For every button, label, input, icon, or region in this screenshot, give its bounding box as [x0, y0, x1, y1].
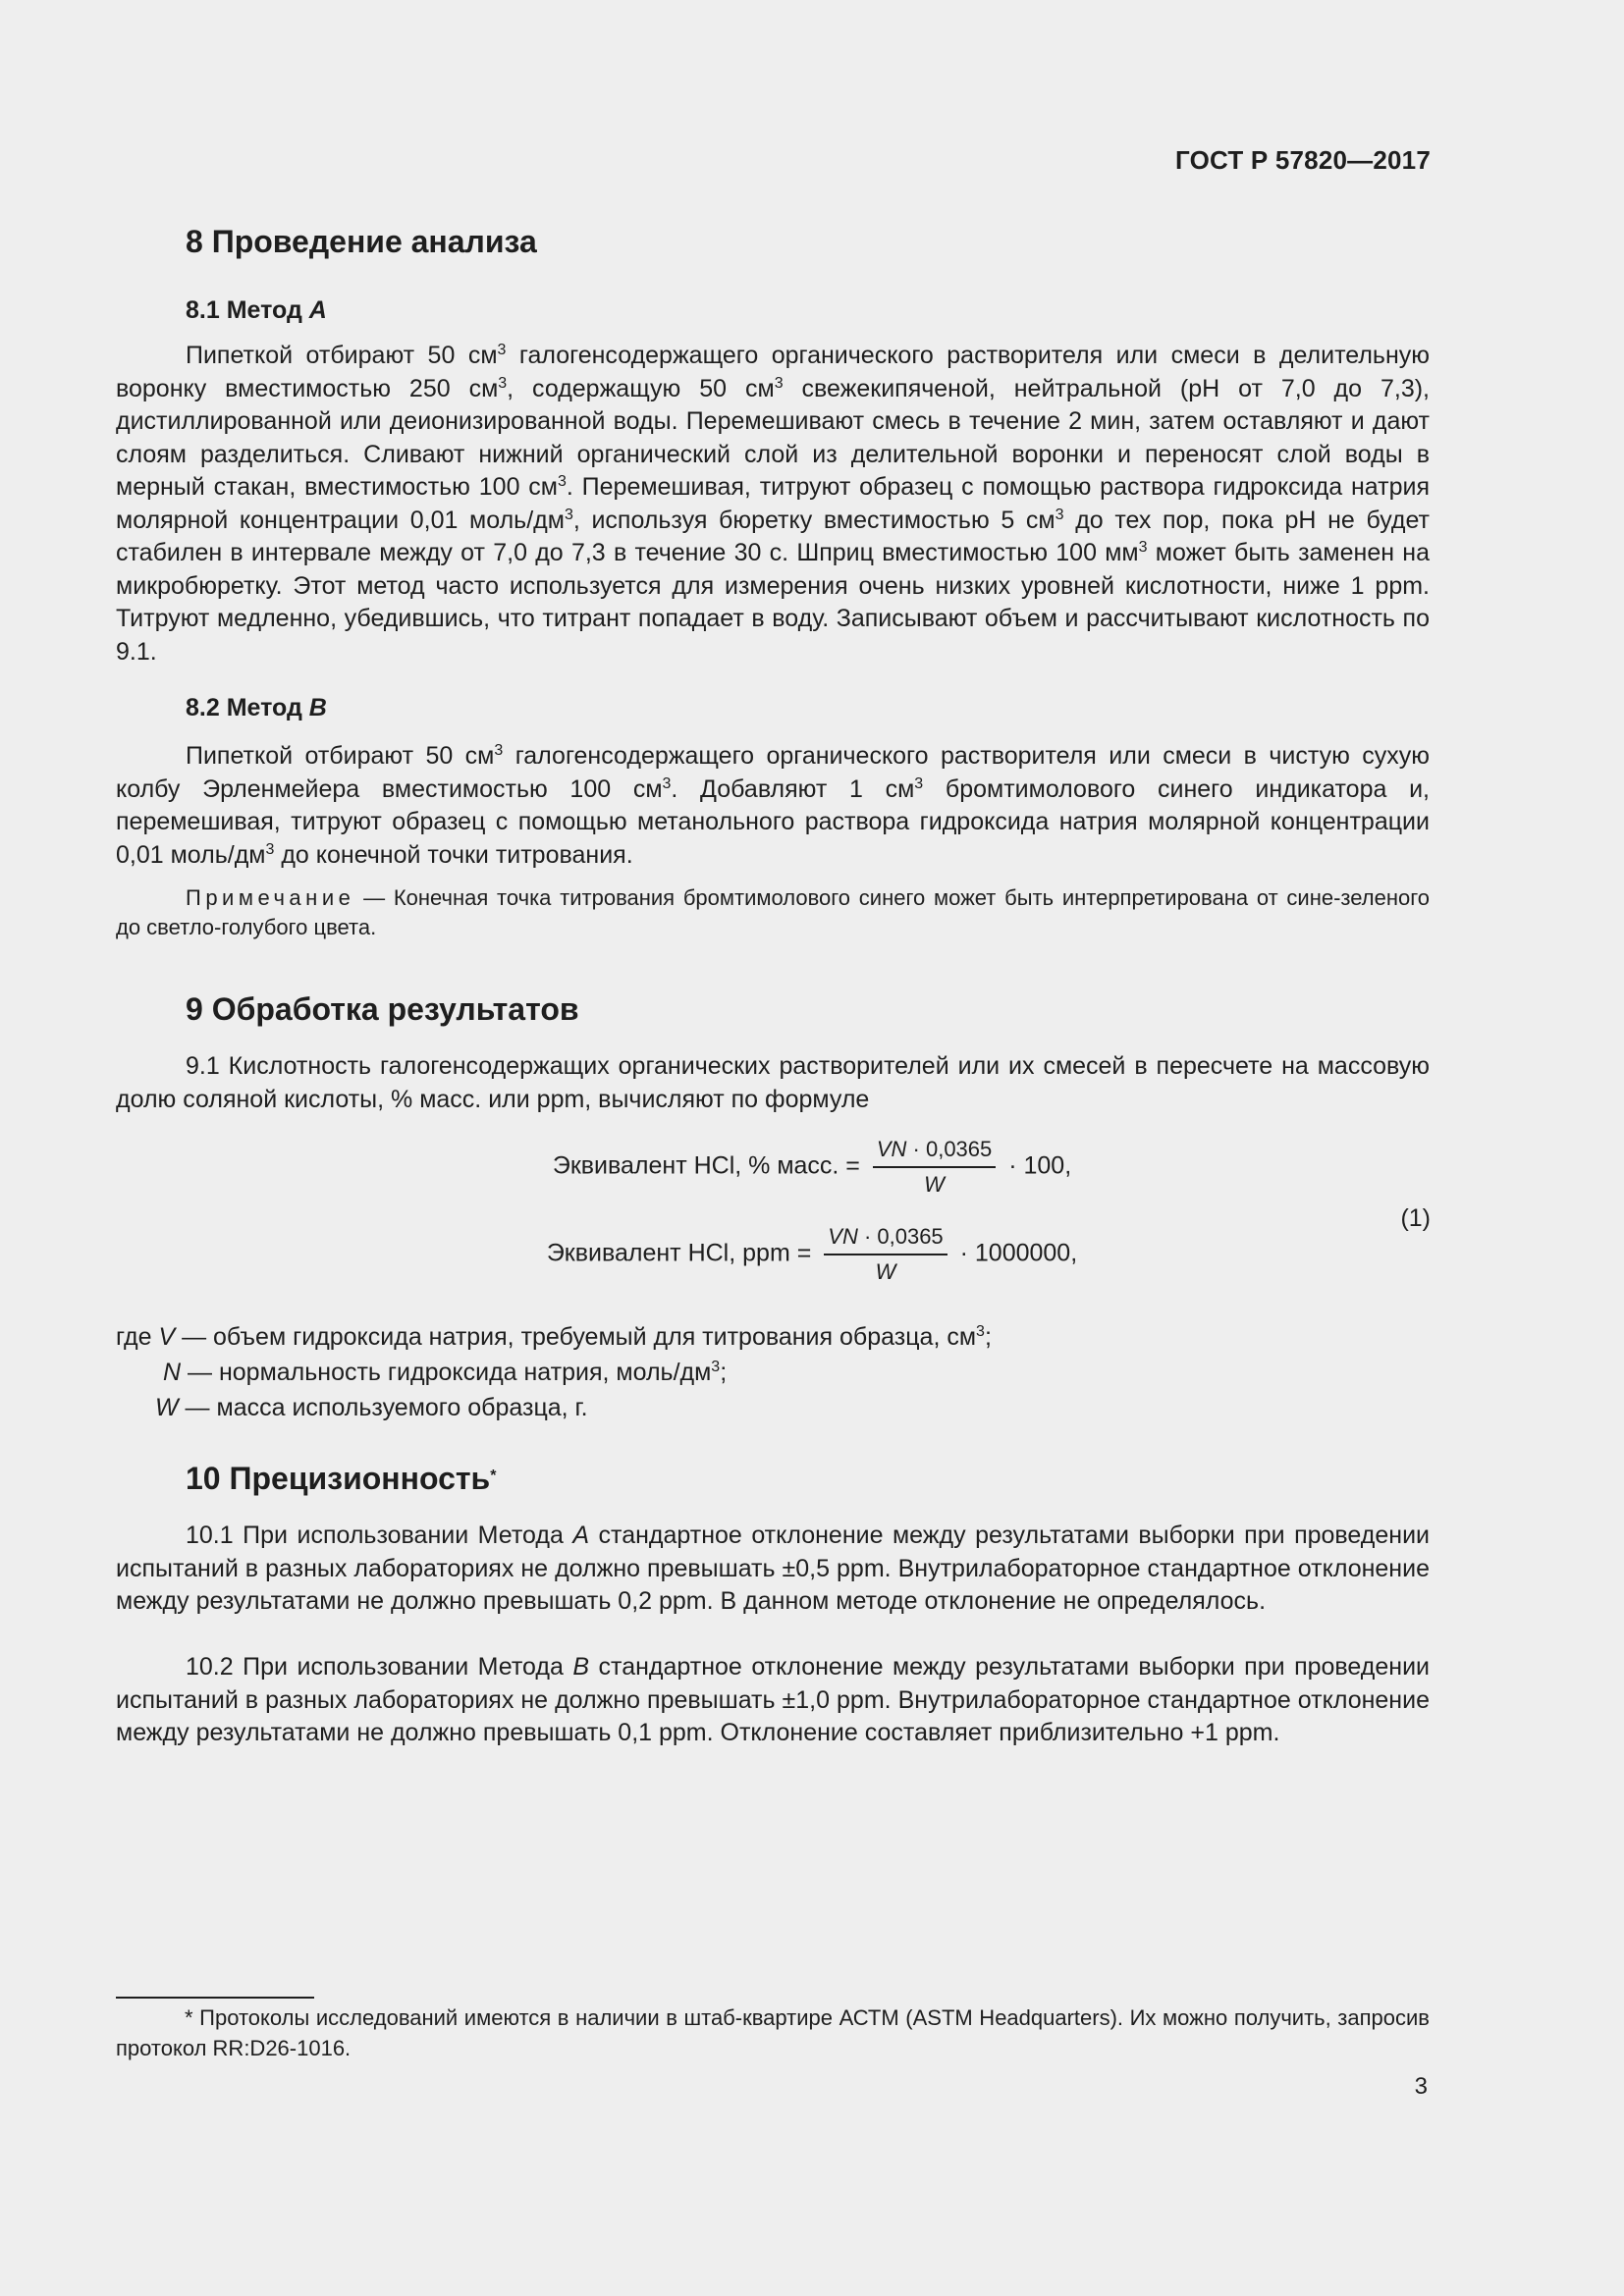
standard-id: ГОСТ Р 57820—2017: [1175, 145, 1431, 175]
formula-ppm: Эквивалент HCl, ppm = $\frac{VN \cdot 0,0365}{W}$ · 1000000,: [546, 1224, 1078, 1284]
method-a-paragraph: Пипеткой отбирают 50 $см^3$ галогенсодержащего органического растворителя или смеси в делительную воронку вместимостью 250 $см^3$, содержащую 50 $см^3$ свежекипяченой, нейтральной (pH от 7,0 до 7,3), дистиллированной или деионизированной воды. Перемешивают смесь в течение 2 мин, затем оставляют и дают слоям разделиться. Сливают нижний органический слой из делительной воронки и переносят слой воды в мерный стакан, вместимостью 100 $см^3$. Перемешивая, титруют образец с помощью раствора гидроксида натрия молярной концентрации 0,01 моль/$дм^3$, используя бюретку вместимостью 5 $см^3$ до тех пор, пока pH не будет стабилен в интервале между от 7,0 до 7,3 в течение 30 с. Шприц вместимостью 100 $мм^3$ может быть заменен на микробюретку. Этот метод часто используется для измерения очень низких уровней кислотности, ниже 1 ppm. Титруют медленно, убедившись, что титрант попадает в воду. Записывают объем и рассчитывают кислотность по 9.1.: [116, 342, 1431, 666]
section-10-2-paragraph: 10.2 При использовании Метода B стандартное отклонение между результатами выборки при проведении испытаний в разных лабораториях не должно превышать ±1,0 ppm. Внутрилабораторное стандартное отклонение между результатами не должно превышать 0,1 ppm. Отклонение составляет приблизительно +1 ppm.: [116, 1653, 1430, 1746]
definition-w: W — масса используемого образца, г.: [155, 1394, 588, 1421]
section-8-title: 8 Проведение анализа: [186, 224, 537, 259]
footnote: * Протоколы исследований имеются в наличии в штаб-квартире АСТМ (ASTM Headquarters). Их можно получить, запросив протокол RR:D26-1016.: [116, 2005, 1430, 2060]
method-b-paragraph: Пипеткой отбирают 50 $см^3$ галогенсодержащего органического растворителя или смеси в чистую сухую колбу Эрленмейера вместимостью 100 $см^3$. Добавляют 1 $см^3$ бромтимолового синего индикатора и, перемешивая, титруют образец с помощью метанольного раствора гидроксида натрия молярной концентрации 0,01 моль/$дм^3$ до конечной точки титрования.: [116, 742, 1430, 869]
definition-n: N — нормальность гидроксида натрия, моль/$дм^3$;: [163, 1359, 728, 1386]
note-paragraph: Примечание — Конечная точка титрования бромтимолового синего может быть интерпретирована от сине-зеленого до светло-голубого цвета.: [116, 885, 1430, 939]
page-number: 3: [1414, 2073, 1428, 2100]
equation-number: (1): [1400, 1204, 1431, 1232]
definition-v: где V — объем гидроксида натрия, требуемый для титрования образца, $см^3$;: [116, 1323, 992, 1351]
section-10-title: 10 Прецизионность*: [186, 1461, 497, 1496]
subsection-8-2-title: 8.2 Метод B: [186, 694, 327, 721]
footnote-reference: *: [490, 1468, 497, 1484]
subsection-8-1-title: 8.1 Метод A: [186, 296, 327, 324]
section-10-1-paragraph: 10.1 При использовании Метода A стандартное отклонение между результатами выборки при проведении испытаний в разных лабораториях не должно превышать ±0,5 ppm. Внутрилабораторное стандартное отклонение между результатами не должно превышать 0,2 ppm. В данном методе отклонение не определялось.: [116, 1522, 1430, 1615]
section-9-1-paragraph: 9.1 Кислотность галогенсодержащих органических растворителей или их смесей в пересчете на массовую долю соляной кислоты, % масс. или ppm, вычисляют по формуле: [116, 1052, 1430, 1113]
section-9-title: 9 Обработка результатов: [186, 991, 579, 1027]
formula-mass-percent: Эквивалент HCl, % масс. = $\frac{VN \cdot 0,0365}{W}$ · 100,: [552, 1137, 1072, 1197]
note-label: Примечание: [186, 885, 355, 910]
variable-definitions: [116, 1319, 992, 1425]
footnote-separator: [116, 1997, 314, 1999]
